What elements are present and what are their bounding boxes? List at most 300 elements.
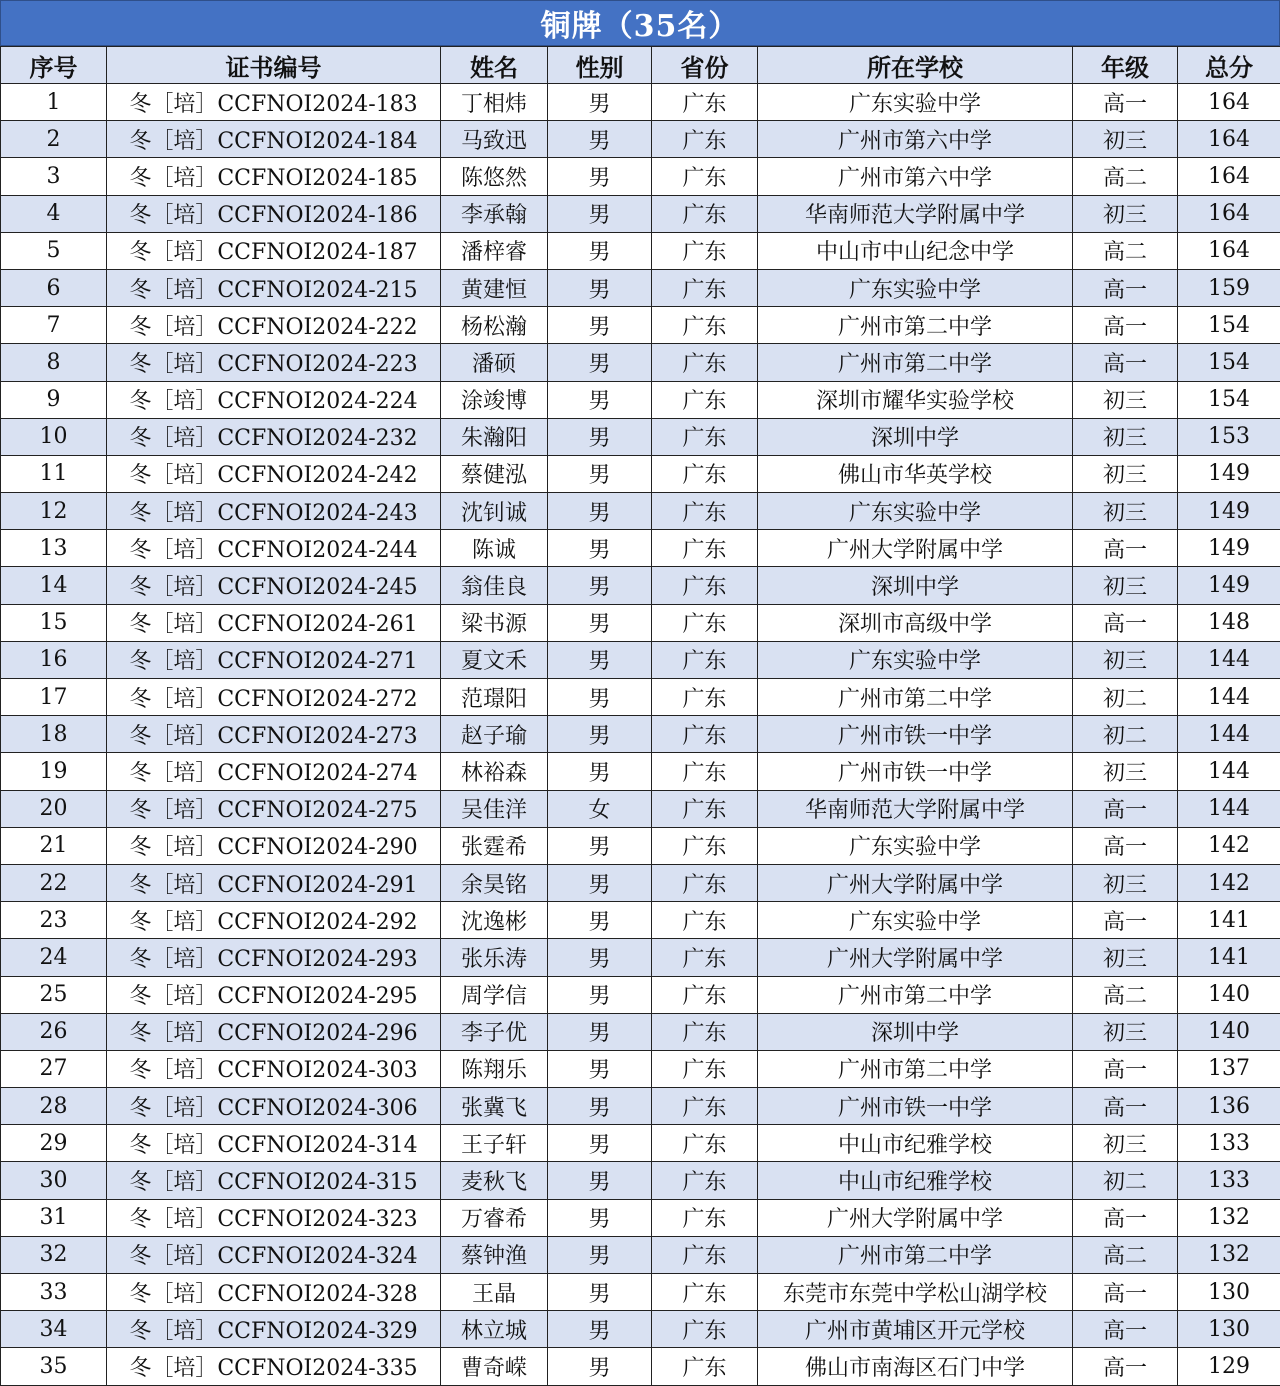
col-school-cell: 广州市黄埔区开元学校 xyxy=(758,1311,1073,1348)
col-index-cell: 24 xyxy=(1,939,107,976)
col-grade-cell: 高二 xyxy=(1073,1236,1178,1273)
col-index-cell: 18 xyxy=(1,716,107,753)
col-grade-cell: 初二 xyxy=(1073,679,1178,716)
col-grade-cell: 高一 xyxy=(1073,902,1178,939)
col-name-cell: 梁书源 xyxy=(441,604,548,641)
col-school-cell: 深圳中学 xyxy=(758,418,1073,455)
col-province-cell: 广东 xyxy=(652,84,758,121)
col-school-cell: 深圳市高级中学 xyxy=(758,604,1073,641)
col-school-cell: 广东实验中学 xyxy=(758,641,1073,678)
table-row xyxy=(1,1050,1280,1087)
col-index-cell: 21 xyxy=(1,827,107,864)
col-certificate-id-cell: 冬［培］CCFNOI2024-272 xyxy=(107,679,441,716)
col-index-cell: 16 xyxy=(1,641,107,678)
col-school-cell: 广州市第二中学 xyxy=(758,344,1073,381)
col-gender-cell: 男 xyxy=(548,381,652,418)
col-index-cell: 27 xyxy=(1,1050,107,1087)
col-score-cell: 154 xyxy=(1178,344,1280,381)
col-name-cell: 蔡钟渔 xyxy=(441,1236,548,1273)
col-school-cell: 深圳中学 xyxy=(758,1013,1073,1050)
col-certificate-id-cell: 冬［培］CCFNOI2024-315 xyxy=(107,1162,441,1199)
col-province-cell: 广东 xyxy=(652,567,758,604)
col-index-cell: 22 xyxy=(1,864,107,901)
col-name-cell: 陈翔乐 xyxy=(441,1050,548,1087)
col-score-cell: 153 xyxy=(1178,418,1280,455)
table-row xyxy=(1,530,1280,567)
table-row xyxy=(1,1162,1280,1199)
col-gender-cell: 男 xyxy=(548,269,652,306)
col-gender-cell: 男 xyxy=(548,604,652,641)
col-gender-cell: 男 xyxy=(548,1199,652,1236)
col-name-cell: 范璟阳 xyxy=(441,679,548,716)
col-index-cell: 11 xyxy=(1,455,107,492)
col-score-cell: 144 xyxy=(1178,716,1280,753)
col-score-cell: 164 xyxy=(1178,84,1280,121)
col-grade-cell: 初三 xyxy=(1073,1013,1178,1050)
col-province-cell: 广东 xyxy=(652,418,758,455)
col-province-header: 省份 xyxy=(652,47,758,84)
table-row xyxy=(1,976,1280,1013)
col-school-cell: 华南师范大学附属中学 xyxy=(758,195,1073,232)
col-certificate-id-cell: 冬［培］CCFNOI2024-184 xyxy=(107,121,441,158)
table-row xyxy=(1,1013,1280,1050)
col-grade-cell: 高一 xyxy=(1073,827,1178,864)
table-row xyxy=(1,567,1280,604)
col-school-cell: 广东实验中学 xyxy=(758,902,1073,939)
header-row xyxy=(1,47,1280,84)
col-index-cell: 3 xyxy=(1,158,107,195)
col-name-cell: 麦秋飞 xyxy=(441,1162,548,1199)
col-grade-cell: 高一 xyxy=(1073,1348,1178,1385)
col-name-cell: 潘梓睿 xyxy=(441,232,548,269)
col-school-cell: 广东实验中学 xyxy=(758,84,1073,121)
col-index-cell: 14 xyxy=(1,567,107,604)
table-row xyxy=(1,418,1280,455)
table-row xyxy=(1,344,1280,381)
col-province-cell: 广东 xyxy=(652,790,758,827)
col-gender-cell: 男 xyxy=(548,1274,652,1311)
col-score-cell: 141 xyxy=(1178,939,1280,976)
col-score-cell: 130 xyxy=(1178,1311,1280,1348)
table-row xyxy=(1,1274,1280,1311)
col-school-cell: 广州市第六中学 xyxy=(758,158,1073,195)
table-title: 铜牌（35名） xyxy=(0,0,1280,46)
col-province-cell: 广东 xyxy=(652,641,758,678)
col-score-cell: 154 xyxy=(1178,307,1280,344)
col-certificate-id-header: 证书编号 xyxy=(107,47,441,84)
col-grade-cell: 高一 xyxy=(1073,84,1178,121)
col-name-cell: 丁相炜 xyxy=(441,84,548,121)
col-school-cell: 广州市第二中学 xyxy=(758,1236,1073,1273)
col-name-cell: 李子优 xyxy=(441,1013,548,1050)
col-certificate-id-cell: 冬［培］CCFNOI2024-314 xyxy=(107,1125,441,1162)
col-province-cell: 广东 xyxy=(652,455,758,492)
col-name-cell: 余昊铭 xyxy=(441,864,548,901)
col-province-cell: 广东 xyxy=(652,158,758,195)
col-certificate-id-cell: 冬［培］CCFNOI2024-292 xyxy=(107,902,441,939)
col-score-cell: 144 xyxy=(1178,641,1280,678)
col-grade-cell: 高一 xyxy=(1073,790,1178,827)
col-index-header: 序号 xyxy=(1,47,107,84)
col-grade-cell: 初三 xyxy=(1073,753,1178,790)
table-row xyxy=(1,1348,1280,1385)
col-school-cell: 广东实验中学 xyxy=(758,493,1073,530)
col-grade-cell: 初三 xyxy=(1073,381,1178,418)
col-school-cell: 深圳市耀华实验学校 xyxy=(758,381,1073,418)
table-row xyxy=(1,307,1280,344)
col-school-header: 所在学校 xyxy=(758,47,1073,84)
col-gender-cell: 女 xyxy=(548,790,652,827)
col-index-cell: 12 xyxy=(1,493,107,530)
col-province-cell: 广东 xyxy=(652,269,758,306)
col-score-cell: 132 xyxy=(1178,1236,1280,1273)
col-name-cell: 李承翰 xyxy=(441,195,548,232)
col-certificate-id-cell: 冬［培］CCFNOI2024-291 xyxy=(107,864,441,901)
col-certificate-id-cell: 冬［培］CCFNOI2024-224 xyxy=(107,381,441,418)
table-row xyxy=(1,753,1280,790)
col-grade-cell: 高一 xyxy=(1073,1199,1178,1236)
table-row xyxy=(1,381,1280,418)
col-name-cell: 王子轩 xyxy=(441,1125,548,1162)
col-score-cell: 149 xyxy=(1178,455,1280,492)
col-school-cell: 广东实验中学 xyxy=(758,269,1073,306)
col-gender-cell: 男 xyxy=(548,1125,652,1162)
col-gender-cell: 男 xyxy=(548,84,652,121)
col-index-cell: 32 xyxy=(1,1236,107,1273)
col-province-cell: 广东 xyxy=(652,1348,758,1385)
col-index-cell: 6 xyxy=(1,269,107,306)
col-score-cell: 159 xyxy=(1178,269,1280,306)
col-certificate-id-cell: 冬［培］CCFNOI2024-295 xyxy=(107,976,441,1013)
col-score-cell: 140 xyxy=(1178,1013,1280,1050)
col-certificate-id-cell: 冬［培］CCFNOI2024-329 xyxy=(107,1311,441,1348)
table-row xyxy=(1,1088,1280,1125)
col-grade-cell: 初三 xyxy=(1073,864,1178,901)
col-name-cell: 万睿希 xyxy=(441,1199,548,1236)
col-score-cell: 149 xyxy=(1178,530,1280,567)
col-province-cell: 广东 xyxy=(652,1236,758,1273)
col-name-cell: 吴佳洋 xyxy=(441,790,548,827)
table-row xyxy=(1,679,1280,716)
col-certificate-id-cell: 冬［培］CCFNOI2024-335 xyxy=(107,1348,441,1385)
col-score-cell: 140 xyxy=(1178,976,1280,1013)
col-province-cell: 广东 xyxy=(652,1125,758,1162)
col-grade-cell: 初二 xyxy=(1073,1162,1178,1199)
col-score-cell: 164 xyxy=(1178,195,1280,232)
col-name-cell: 赵子瑜 xyxy=(441,716,548,753)
col-province-cell: 广东 xyxy=(652,1162,758,1199)
col-school-cell: 广州市铁一中学 xyxy=(758,753,1073,790)
table-row xyxy=(1,269,1280,306)
col-name-cell: 马致迅 xyxy=(441,121,548,158)
col-certificate-id-cell: 冬［培］CCFNOI2024-290 xyxy=(107,827,441,864)
col-province-cell: 广东 xyxy=(652,1013,758,1050)
col-gender-cell: 男 xyxy=(548,307,652,344)
table-row xyxy=(1,84,1280,121)
col-gender-cell: 男 xyxy=(548,1162,652,1199)
col-gender-cell: 男 xyxy=(548,976,652,1013)
col-grade-cell: 高一 xyxy=(1073,344,1178,381)
col-province-cell: 广东 xyxy=(652,753,758,790)
col-gender-cell: 男 xyxy=(548,1050,652,1087)
col-index-cell: 17 xyxy=(1,679,107,716)
col-name-cell: 林立城 xyxy=(441,1311,548,1348)
col-province-cell: 广东 xyxy=(652,679,758,716)
col-score-cell: 137 xyxy=(1178,1050,1280,1087)
col-school-cell: 中山市纪雅学校 xyxy=(758,1125,1073,1162)
col-gender-cell: 男 xyxy=(548,195,652,232)
col-school-cell: 佛山市华英学校 xyxy=(758,455,1073,492)
col-name-cell: 王晶 xyxy=(441,1274,548,1311)
col-certificate-id-cell: 冬［培］CCFNOI2024-186 xyxy=(107,195,441,232)
col-certificate-id-cell: 冬［培］CCFNOI2024-244 xyxy=(107,530,441,567)
col-gender-cell: 男 xyxy=(548,864,652,901)
col-certificate-id-cell: 冬［培］CCFNOI2024-232 xyxy=(107,418,441,455)
col-index-cell: 13 xyxy=(1,530,107,567)
col-grade-header: 年级 xyxy=(1073,47,1178,84)
col-grade-cell: 高一 xyxy=(1073,1088,1178,1125)
col-certificate-id-cell: 冬［培］CCFNOI2024-187 xyxy=(107,232,441,269)
col-index-cell: 35 xyxy=(1,1348,107,1385)
bronze-medal-table xyxy=(0,46,1280,1386)
col-certificate-id-cell: 冬［培］CCFNOI2024-324 xyxy=(107,1236,441,1273)
col-province-cell: 广东 xyxy=(652,1050,758,1087)
col-school-cell: 东莞市东莞中学松山湖学校 xyxy=(758,1274,1073,1311)
col-school-cell: 广州大学附属中学 xyxy=(758,1199,1073,1236)
col-score-cell: 164 xyxy=(1178,121,1280,158)
col-school-cell: 广州市铁一中学 xyxy=(758,1088,1073,1125)
col-gender-cell: 男 xyxy=(548,567,652,604)
col-grade-cell: 初三 xyxy=(1073,418,1178,455)
col-gender-cell: 男 xyxy=(548,344,652,381)
col-school-cell: 广州市铁一中学 xyxy=(758,716,1073,753)
table-row xyxy=(1,1125,1280,1162)
col-grade-cell: 高一 xyxy=(1073,1050,1178,1087)
col-province-cell: 广东 xyxy=(652,530,758,567)
col-name-cell: 翁佳良 xyxy=(441,567,548,604)
col-grade-cell: 高一 xyxy=(1073,307,1178,344)
col-certificate-id-cell: 冬［培］CCFNOI2024-274 xyxy=(107,753,441,790)
col-certificate-id-cell: 冬［培］CCFNOI2024-183 xyxy=(107,84,441,121)
col-grade-cell: 高一 xyxy=(1073,1311,1178,1348)
table-row xyxy=(1,1311,1280,1348)
col-index-cell: 10 xyxy=(1,418,107,455)
col-grade-cell: 初三 xyxy=(1073,939,1178,976)
col-score-cell: 144 xyxy=(1178,790,1280,827)
col-name-cell: 张乐涛 xyxy=(441,939,548,976)
col-index-cell: 19 xyxy=(1,753,107,790)
col-province-cell: 广东 xyxy=(652,121,758,158)
col-score-cell: 133 xyxy=(1178,1125,1280,1162)
col-gender-cell: 男 xyxy=(548,158,652,195)
col-gender-cell: 男 xyxy=(548,641,652,678)
col-gender-cell: 男 xyxy=(548,1088,652,1125)
col-school-cell: 广州大学附属中学 xyxy=(758,530,1073,567)
col-name-cell: 杨松瀚 xyxy=(441,307,548,344)
col-province-cell: 广东 xyxy=(652,381,758,418)
col-grade-cell: 初二 xyxy=(1073,716,1178,753)
col-certificate-id-cell: 冬［培］CCFNOI2024-306 xyxy=(107,1088,441,1125)
table-row xyxy=(1,158,1280,195)
col-grade-cell: 初三 xyxy=(1073,641,1178,678)
table-row xyxy=(1,641,1280,678)
table-row xyxy=(1,716,1280,753)
col-school-cell: 中山市中山纪念中学 xyxy=(758,232,1073,269)
table-row xyxy=(1,827,1280,864)
col-school-cell: 广州市第六中学 xyxy=(758,121,1073,158)
col-grade-cell: 高二 xyxy=(1073,158,1178,195)
col-province-cell: 广东 xyxy=(652,1274,758,1311)
col-index-cell: 8 xyxy=(1,344,107,381)
col-certificate-id-cell: 冬［培］CCFNOI2024-185 xyxy=(107,158,441,195)
col-certificate-id-cell: 冬［培］CCFNOI2024-271 xyxy=(107,641,441,678)
col-index-cell: 1 xyxy=(1,84,107,121)
col-certificate-id-cell: 冬［培］CCFNOI2024-245 xyxy=(107,567,441,604)
col-score-cell: 142 xyxy=(1178,864,1280,901)
col-gender-cell: 男 xyxy=(548,1013,652,1050)
col-name-cell: 蔡健泓 xyxy=(441,455,548,492)
col-score-cell: 133 xyxy=(1178,1162,1280,1199)
table-row xyxy=(1,864,1280,901)
col-index-cell: 31 xyxy=(1,1199,107,1236)
col-certificate-id-cell: 冬［培］CCFNOI2024-222 xyxy=(107,307,441,344)
col-score-cell: 149 xyxy=(1178,567,1280,604)
col-certificate-id-cell: 冬［培］CCFNOI2024-223 xyxy=(107,344,441,381)
table-row xyxy=(1,939,1280,976)
col-grade-cell: 高二 xyxy=(1073,232,1178,269)
col-province-cell: 广东 xyxy=(652,1311,758,1348)
col-index-cell: 34 xyxy=(1,1311,107,1348)
col-score-cell: 148 xyxy=(1178,604,1280,641)
col-name-cell: 夏文禾 xyxy=(441,641,548,678)
col-index-cell: 15 xyxy=(1,604,107,641)
col-gender-cell: 男 xyxy=(548,1311,652,1348)
col-index-cell: 2 xyxy=(1,121,107,158)
col-grade-cell: 高一 xyxy=(1073,269,1178,306)
col-score-cell: 164 xyxy=(1178,232,1280,269)
col-certificate-id-cell: 冬［培］CCFNOI2024-323 xyxy=(107,1199,441,1236)
col-index-cell: 9 xyxy=(1,381,107,418)
table-row xyxy=(1,902,1280,939)
table-row xyxy=(1,1199,1280,1236)
col-province-cell: 广东 xyxy=(652,195,758,232)
col-index-cell: 28 xyxy=(1,1088,107,1125)
table-row xyxy=(1,790,1280,827)
col-certificate-id-cell: 冬［培］CCFNOI2024-242 xyxy=(107,455,441,492)
col-grade-cell: 初三 xyxy=(1073,195,1178,232)
table-body xyxy=(1,84,1280,1386)
col-name-cell: 张冀飞 xyxy=(441,1088,548,1125)
col-gender-cell: 男 xyxy=(548,716,652,753)
col-name-cell: 张霆希 xyxy=(441,827,548,864)
col-school-cell: 深圳中学 xyxy=(758,567,1073,604)
col-grade-cell: 初三 xyxy=(1073,455,1178,492)
col-grade-cell: 初三 xyxy=(1073,567,1178,604)
col-certificate-id-cell: 冬［培］CCFNOI2024-215 xyxy=(107,269,441,306)
col-index-cell: 29 xyxy=(1,1125,107,1162)
col-index-cell: 4 xyxy=(1,195,107,232)
col-gender-cell: 男 xyxy=(548,1236,652,1273)
col-score-cell: 141 xyxy=(1178,902,1280,939)
col-score-cell: 129 xyxy=(1178,1348,1280,1385)
col-gender-cell: 男 xyxy=(548,939,652,976)
col-province-cell: 广东 xyxy=(652,604,758,641)
col-certificate-id-cell: 冬［培］CCFNOI2024-273 xyxy=(107,716,441,753)
col-index-cell: 25 xyxy=(1,976,107,1013)
table-row xyxy=(1,455,1280,492)
col-gender-cell: 男 xyxy=(548,753,652,790)
col-school-cell: 广东实验中学 xyxy=(758,827,1073,864)
table-row xyxy=(1,604,1280,641)
col-grade-cell: 初三 xyxy=(1073,1125,1178,1162)
col-gender-cell: 男 xyxy=(548,455,652,492)
col-school-cell: 广州市第二中学 xyxy=(758,679,1073,716)
col-name-cell: 潘硕 xyxy=(441,344,548,381)
col-name-cell: 沈逸彬 xyxy=(441,902,548,939)
col-grade-cell: 高一 xyxy=(1073,530,1178,567)
col-certificate-id-cell: 冬［培］CCFNOI2024-303 xyxy=(107,1050,441,1087)
col-gender-header: 性别 xyxy=(548,47,652,84)
col-score-cell: 130 xyxy=(1178,1274,1280,1311)
col-province-cell: 广东 xyxy=(652,939,758,976)
col-gender-cell: 男 xyxy=(548,232,652,269)
col-province-cell: 广东 xyxy=(652,902,758,939)
col-grade-cell: 高二 xyxy=(1073,976,1178,1013)
col-gender-cell: 男 xyxy=(548,679,652,716)
table-row xyxy=(1,195,1280,232)
col-gender-cell: 男 xyxy=(548,1348,652,1385)
col-gender-cell: 男 xyxy=(548,530,652,567)
table-row xyxy=(1,121,1280,158)
col-province-cell: 广东 xyxy=(652,864,758,901)
col-grade-cell: 高一 xyxy=(1073,1274,1178,1311)
col-index-cell: 33 xyxy=(1,1274,107,1311)
col-school-cell: 广州市第二中学 xyxy=(758,1050,1073,1087)
col-certificate-id-cell: 冬［培］CCFNOI2024-275 xyxy=(107,790,441,827)
col-grade-cell: 高一 xyxy=(1073,604,1178,641)
col-score-cell: 144 xyxy=(1178,679,1280,716)
col-certificate-id-cell: 冬［培］CCFNOI2024-243 xyxy=(107,493,441,530)
col-province-cell: 广东 xyxy=(652,1199,758,1236)
col-school-cell: 广州大学附属中学 xyxy=(758,864,1073,901)
col-school-cell: 广州市第二中学 xyxy=(758,307,1073,344)
col-gender-cell: 男 xyxy=(548,827,652,864)
col-province-cell: 广东 xyxy=(652,716,758,753)
col-score-cell: 136 xyxy=(1178,1088,1280,1125)
col-province-cell: 广东 xyxy=(652,493,758,530)
col-school-cell: 佛山市南海区石门中学 xyxy=(758,1348,1073,1385)
col-school-cell: 广州大学附属中学 xyxy=(758,939,1073,976)
col-gender-cell: 男 xyxy=(548,121,652,158)
col-index-cell: 23 xyxy=(1,902,107,939)
col-province-cell: 广东 xyxy=(652,232,758,269)
col-grade-cell: 初三 xyxy=(1073,121,1178,158)
col-name-cell: 沈钊诚 xyxy=(441,493,548,530)
table-header xyxy=(1,47,1280,84)
col-score-cell: 132 xyxy=(1178,1199,1280,1236)
col-name-cell: 陈诚 xyxy=(441,530,548,567)
col-school-cell: 华南师范大学附属中学 xyxy=(758,790,1073,827)
col-gender-cell: 男 xyxy=(548,493,652,530)
col-certificate-id-cell: 冬［培］CCFNOI2024-293 xyxy=(107,939,441,976)
col-name-cell: 朱瀚阳 xyxy=(441,418,548,455)
col-score-header: 总分 xyxy=(1178,47,1280,84)
col-province-cell: 广东 xyxy=(652,344,758,381)
col-grade-cell: 初三 xyxy=(1073,493,1178,530)
col-name-cell: 周学信 xyxy=(441,976,548,1013)
col-score-cell: 164 xyxy=(1178,158,1280,195)
col-score-cell: 142 xyxy=(1178,827,1280,864)
